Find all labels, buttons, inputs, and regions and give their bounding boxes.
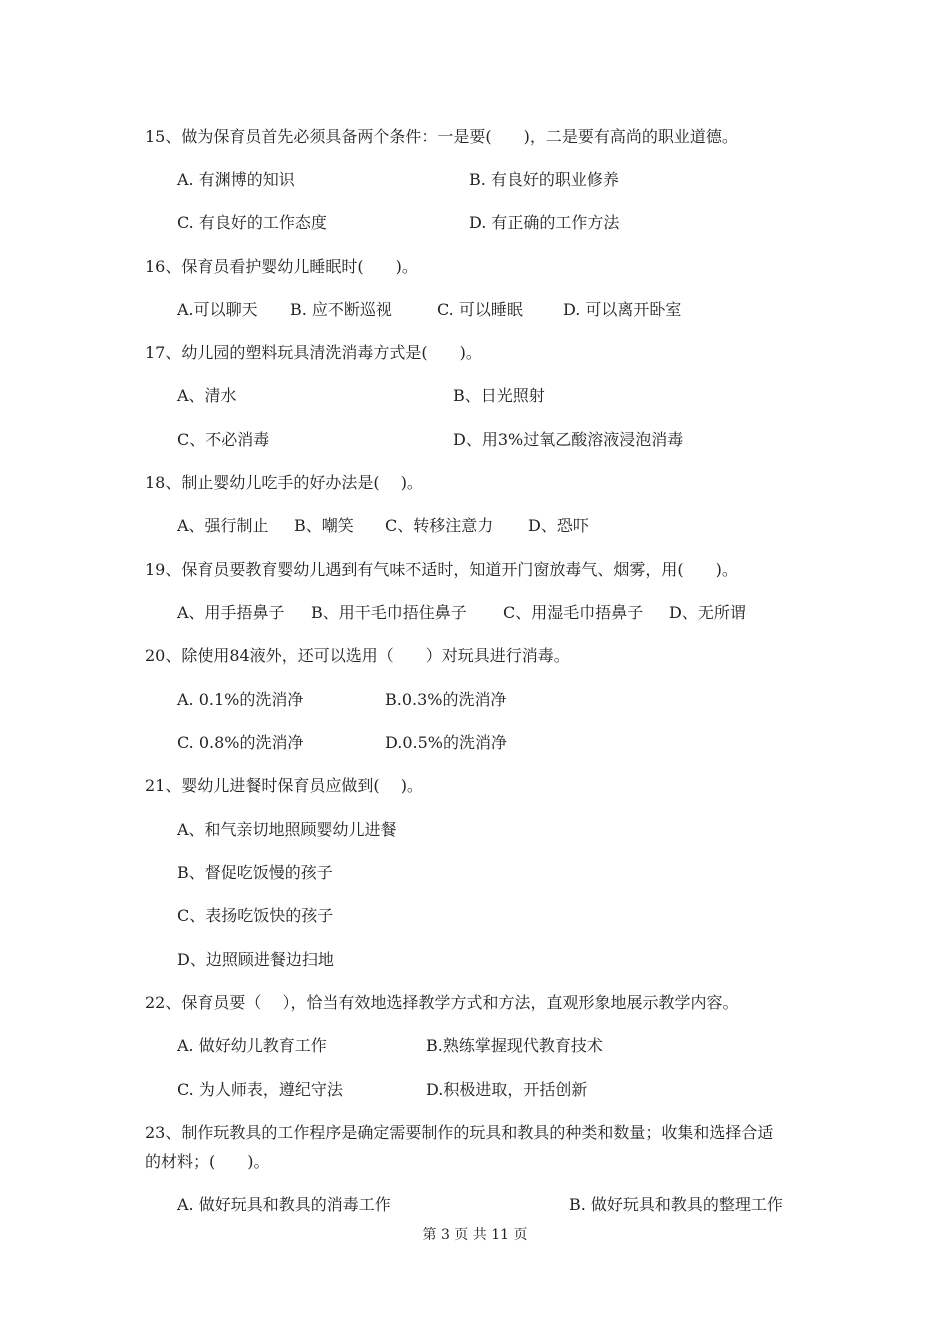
- question-15-stem: 15、做为保育员首先必须具备两个条件：一是要( )，二是要有高尚的职业道德。: [145, 127, 738, 146]
- q17-option-b: B、日光照射: [453, 386, 545, 405]
- page-number-footer: 第 3 页 共 11 页: [422, 1227, 528, 1243]
- q22-option-a: A. 做好幼儿教育工作: [177, 1036, 327, 1055]
- q17-option-d: D、用3%过氧乙酸溶液浸泡消毒: [453, 430, 684, 449]
- q16-option-c: C. 可以睡眠: [437, 300, 523, 319]
- q21-option-a: A、和气亲切地照顾婴幼儿进餐: [177, 820, 397, 839]
- q21-option-b: B、督促吃饭慢的孩子: [177, 863, 333, 882]
- q16-option-b: B. 应不断巡视: [290, 300, 392, 319]
- q19-option-c: C、用湿毛巾捂鼻子: [503, 603, 644, 622]
- q17-option-c: C、不必消毒: [177, 430, 270, 449]
- question-19-stem: 19、保育员要教育婴幼儿遇到有气味不适时，知道开门窗放毒气、烟雾，用( )。: [145, 560, 738, 579]
- question-23-stem: 23、制作玩教具的工作程序是确定需要制作的玩具和教具的种类和数量；收集和选择合适: [145, 1123, 774, 1142]
- q19-option-d: D、无所谓: [669, 603, 746, 622]
- q21-option-c: C、表扬吃饭快的孩子: [177, 906, 334, 925]
- q21-option-d: D、边照顾进餐边扫地: [177, 950, 334, 969]
- q20-option-b: B.0.3%的洗消净: [385, 690, 507, 709]
- q15-option-a: A. 有渊博的知识: [177, 170, 295, 189]
- question-21-stem: 21、婴幼儿进餐时保育员应做到( )。: [145, 776, 423, 795]
- q16-option-a: A.可以聊天: [177, 300, 258, 319]
- question-23-stem-continued: 的材料；( )。: [145, 1152, 270, 1171]
- q23-option-b: B. 做好玩具和教具的整理工作: [569, 1195, 783, 1214]
- q18-option-d: D、恐吓: [528, 516, 589, 535]
- q15-option-d: D. 有正确的工作方法: [469, 213, 620, 232]
- q17-option-a: A、清水: [177, 386, 237, 405]
- q22-option-b: B.熟练掌握现代教育技术: [426, 1036, 603, 1055]
- q18-option-c: C、转移注意力: [385, 516, 494, 535]
- q15-option-b: B. 有良好的职业修养: [469, 170, 619, 189]
- question-18-stem: 18、制止婴幼儿吃手的好办法是( )。: [145, 473, 423, 492]
- q18-option-b: B、嘲笑: [294, 516, 354, 535]
- q20-option-c: C. 0.8%的洗消净: [177, 733, 304, 752]
- q15-option-c: C. 有良好的工作态度: [177, 213, 327, 232]
- q18-option-a: A、强行制止: [177, 516, 269, 535]
- question-22-stem: 22、保育员要（ ），恰当有效地选择教学方式和方法，直观形象地展示教学内容。: [145, 993, 739, 1012]
- q22-option-c: C. 为人师表，遵纪守法: [177, 1080, 343, 1099]
- q22-option-d: D.积极进取，开括创新: [426, 1080, 588, 1099]
- q23-option-a: A. 做好玩具和教具的消毒工作: [177, 1195, 391, 1214]
- question-20-stem: 20、除使用84液外，还可以选用（ ）对玩具进行消毒。: [145, 646, 570, 665]
- q19-option-a: A、用手捂鼻子: [177, 603, 285, 622]
- q19-option-b: B、用干毛巾捂住鼻子: [311, 603, 467, 622]
- question-16-stem: 16、保育员看护婴幼儿睡眠时( )。: [145, 257, 418, 276]
- q16-option-d: D. 可以离开卧室: [563, 300, 682, 319]
- question-17-stem: 17、幼儿园的塑料玩具清洗消毒方式是( )。: [145, 343, 482, 362]
- q20-option-d: D.0.5%的洗消净: [385, 733, 507, 752]
- q20-option-a: A. 0.1%的洗消净: [177, 690, 304, 709]
